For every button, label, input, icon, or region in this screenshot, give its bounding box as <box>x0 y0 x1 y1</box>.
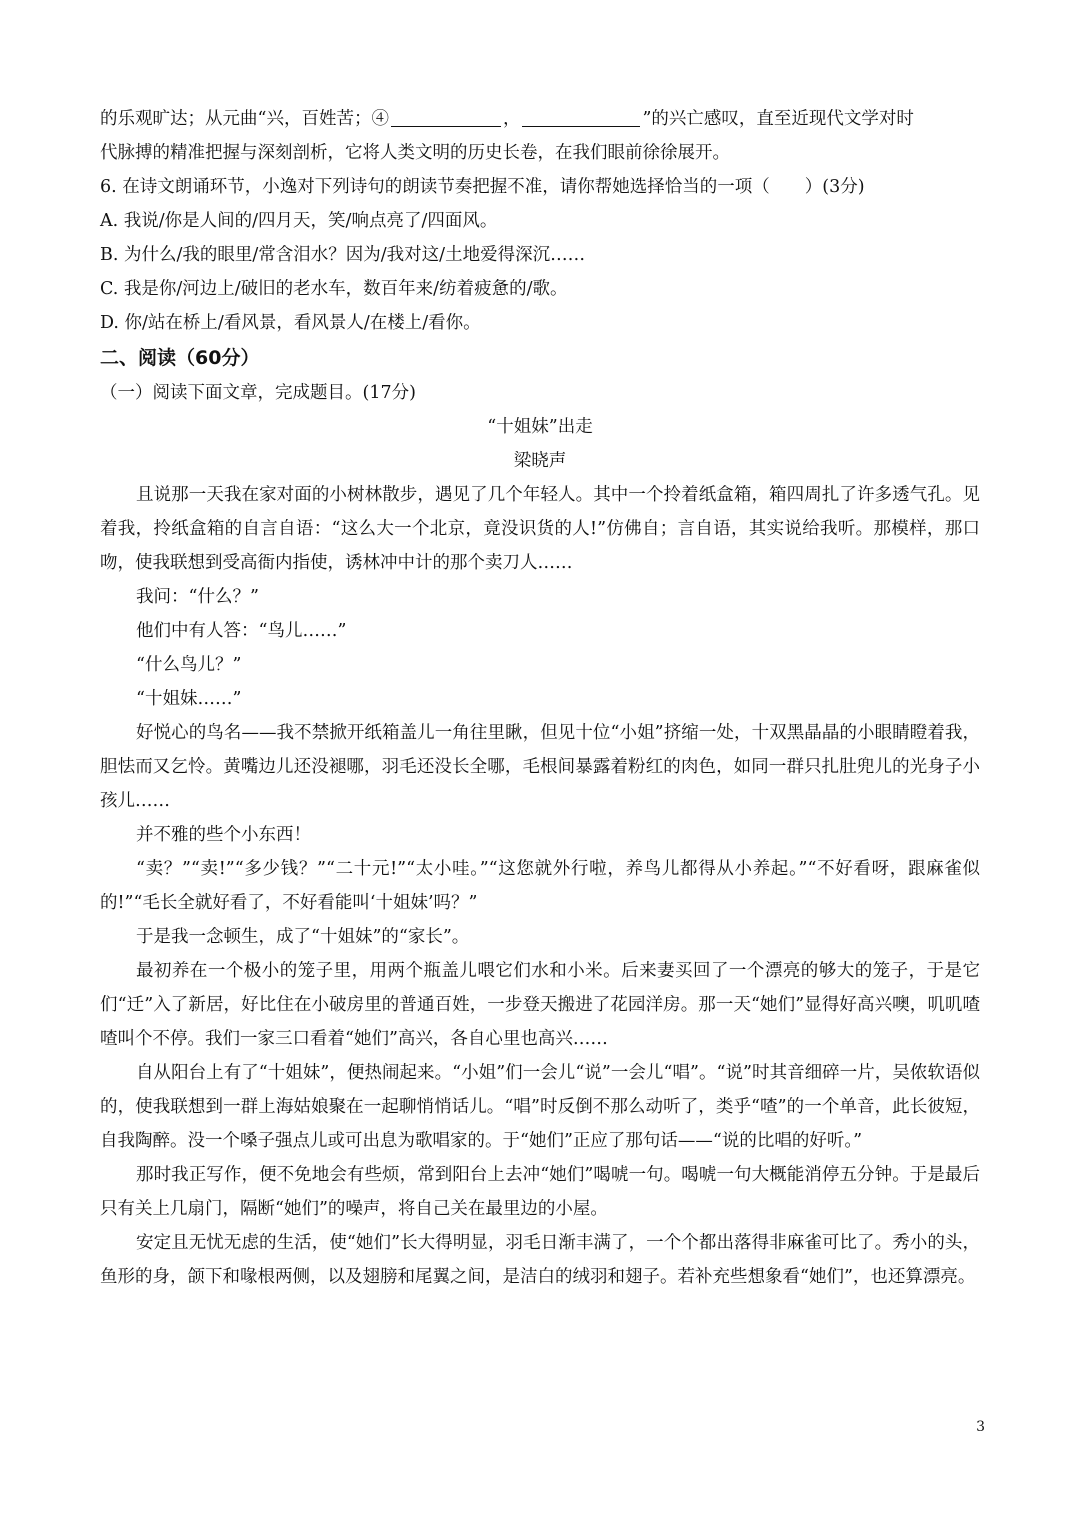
article-paragraph: 并不雅的些个小东西！ <box>136 825 311 845</box>
question-6-option-d: D. 你/站在桥上/看风景，看风景人/在楼上/看你。 <box>100 313 481 333</box>
article-paragraph: 最初养在一个极小的笼子里，用两个瓶盖儿喂它们水和小米。后来妻买回了一个漂亮的够大的笼子，于是它们“迁”入了新居，好比住在小破房里的普通百姓，一步登天搬进了花园洋房。那一天“她们”显得好高兴噢，叽叽喳喳叫个不停。我们一家三口看着“她们”高兴，各自心里也高兴…… <box>100 961 980 1049</box>
article-paragraph: “十姐妹……” <box>136 689 242 709</box>
article-paragraph: 我问：“什么？” <box>136 587 259 607</box>
intro-text-b: ”的兴亡感叹，直至近现代文学对时 <box>642 109 914 129</box>
article-paragraph: “什么鸟儿？” <box>136 655 242 675</box>
article-paragraph: 那时我正写作，便不免地会有些烦，常到阳台上去冲“她们”喝唬一句。喝唬一句大概能消停五分钟。于是最后只有关上几扇门，隔断“她们”的噪声，将自己关在最里边的小屋。 <box>100 1165 980 1219</box>
intro-line-1 <box>100 102 980 136</box>
section-heading: 二、阅读（60分） <box>100 347 260 369</box>
article-paragraph: “卖？”“卖!”“多少钱？”“二十元!”“太小哇。”“这您就外行啦，养鸟儿都得从小养起。”“不好看呀，跟麻雀似的!”“毛长全就好看了，不好看能叫‘十姐妹’吗？” <box>100 859 980 913</box>
page-number: 3 <box>976 1419 985 1435</box>
intro-text-a: 的乐观旷达；从元曲“兴，百姓苦；④ <box>100 109 389 129</box>
subsection-heading: （一）阅读下面文章，完成题目。(17分) <box>100 383 416 403</box>
question-6-option-a: A. 我说/你是人间的/四月天，笑/响点亮了/四面风。 <box>100 211 498 231</box>
article-paragraph: 安定且无忧无虑的生活，使“她们”长大得明显，羽毛日渐丰满了，一个个都出落得非麻雀可比了。秀小的头，鱼形的身，颌下和喙根两侧，以及翅膀和尾翼之间，是洁白的绒羽和翅子。若补充些想象看“她们”，也还算漂亮。 <box>100 1233 980 1287</box>
page-content <box>100 102 980 1294</box>
answer-blank-2[interactable] <box>522 106 640 127</box>
answer-blank-1[interactable] <box>391 106 501 127</box>
article-paragraph: 自从阳台上有了“十姐妹”，便热闹起来。“小姐”们一会儿“说”一会儿“唱”。“说”时其音细碎一片，吴侬软语似的，使我联想到一群上海姑娘聚在一起聊悄悄话儿。“唱”时反倒不那么动听了，类乎“喳”的一个单音，此长彼短，自我陶醉。没一个嗓子强点儿或可出息为歌唱家的。于“她们”正应了那句话——“说的比唱的好听。” <box>100 1063 980 1151</box>
article-author: 梁晓声 <box>513 451 567 471</box>
intro-line-2: 代脉搏的精准把握与深刻剖析，它将人类文明的历史长卷，在我们眼前徐徐展开。 <box>100 143 730 163</box>
question-6-option-c: C. 我是你/河边上/破旧的老水车，数百年来/纺着疲惫的/歌。 <box>100 279 568 299</box>
article-paragraph: 好悦心的鸟名——我不禁掀开纸箱盖儿一角往里瞅，但见十位“小姐”挤缩一处，十双黑晶晶的小眼睛瞪着我，胆怯而又乞怜。黄嘴边儿还没褪哪，羽毛还没长全哪，毛根间暴露着粉红的肉色，如同一群只扎肚兜儿的光身子小孩儿…… <box>100 723 980 811</box>
article-title: “十姐妹”出走 <box>487 417 593 437</box>
article-paragraph: 他们中有人答：“鸟儿……” <box>136 621 347 641</box>
article-paragraph: 于是我一念顿生，成了“十姐妹”的“家长”。 <box>136 927 470 947</box>
question-6-option-b: B. 为什么/我的眼里/常含泪水？因为/我对这/土地爱得深沉…… <box>100 245 586 265</box>
article-paragraph: 且说那一天我在家对面的小树林散步，遇见了几个年轻人。其中一个拎着纸盒箱，箱四周扎了许多透气孔。见着我，拎纸盒箱的自言自语：“这么大一个北京，竟没识货的人!”仿佛自；言自语，其实说给我听。那模样，那口吻，使我联想到受高衙内指使，诱林冲中计的那个卖刀人…… <box>100 485 980 573</box>
question-6-stem: 6. 在诗文朗诵环节，小逸对下列诗句的朗读节奏把握不准，请你帮她选择恰当的一项（ ）(3分) <box>100 177 865 197</box>
intro-separator: ， <box>502 109 521 129</box>
